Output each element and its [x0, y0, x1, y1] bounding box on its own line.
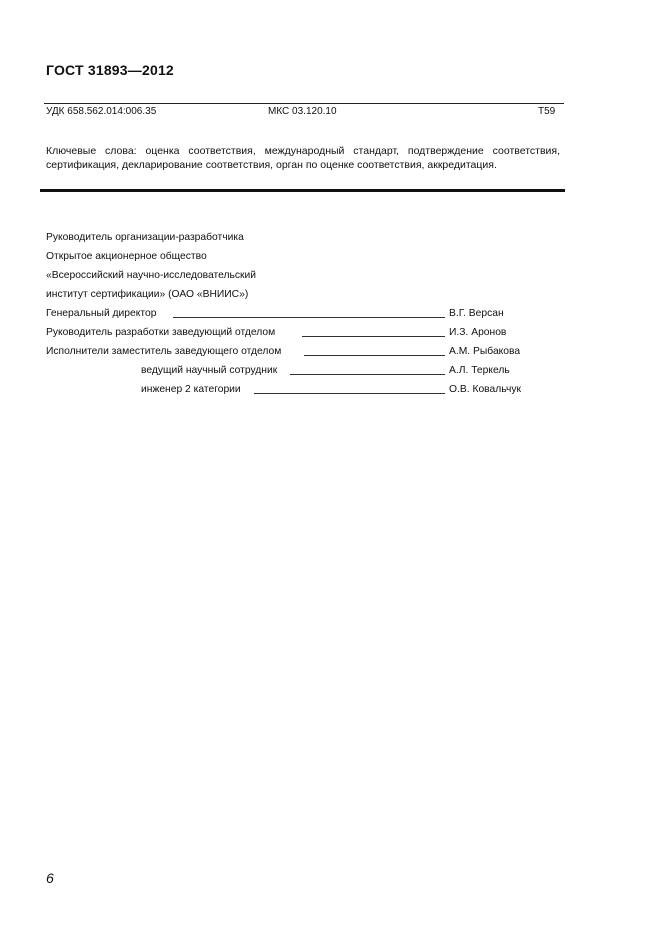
signature-name-director: В.Г. Версан	[449, 308, 504, 319]
keywords-paragraph: Ключевые слова: оценка соответствия, международный стандарт, подтверждение соответствия, сертификация, декларирование соответствия, орган по оценке соответствия, аккредитация.	[46, 145, 560, 171]
org-line-2: «Всероссийский научно-исследовательский	[46, 270, 257, 281]
mks-code: МКС 03.120.10	[268, 106, 337, 117]
org-line-3: институт сертификации» (ОАО «ВНИИС»)	[46, 289, 249, 300]
signature-role-director: Генеральный директор	[46, 308, 157, 319]
signature-line	[254, 384, 445, 394]
signature-name-researcher: А.Л. Теркель	[449, 365, 510, 376]
page-number: 6	[46, 870, 54, 886]
signature-line	[290, 365, 445, 375]
header-divider	[44, 103, 564, 104]
udk-code: УДК 658.562.014:006.35	[46, 106, 157, 117]
signature-role-deputy: Исполнители заместитель заведующего отделом	[46, 346, 282, 357]
signature-name-deputy: А.М. Рыбакова	[449, 346, 521, 357]
org-line-1: Открытое акционерное общество	[46, 251, 207, 262]
developer-heading: Руководитель организации-разработчика	[46, 232, 244, 243]
signature-role-researcher: ведущий научный сотрудник	[141, 365, 278, 376]
signature-name-lead: И.З. Аронов	[449, 327, 507, 338]
signature-role-lead: Руководитель разработки заведующий отделом	[46, 327, 276, 338]
signature-line	[304, 346, 445, 356]
signature-line	[302, 327, 445, 337]
section-divider	[40, 189, 565, 192]
okstu-code: Т59	[538, 106, 556, 117]
signature-name-engineer: О.В. Ковальчук	[449, 384, 521, 395]
signature-line	[173, 308, 445, 318]
signature-role-engineer: инженер 2 категории	[141, 384, 241, 395]
document-title: ГОСТ 31893—2012	[46, 62, 174, 78]
